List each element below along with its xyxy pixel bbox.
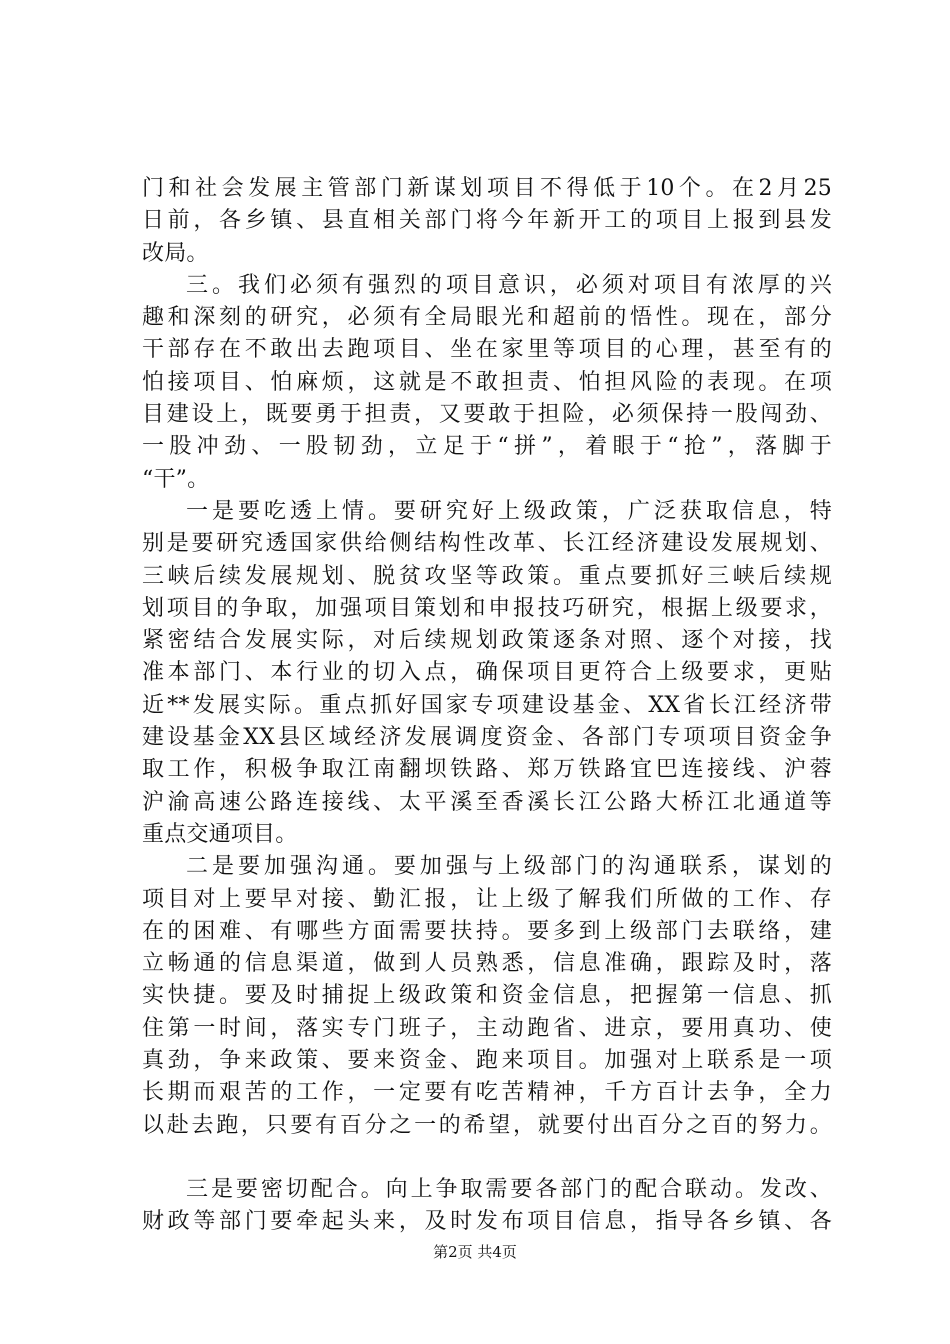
text-line: 长期而艰苦的工作，一定要有吃苦精神，千方百计去争，全力 bbox=[142, 1080, 832, 1106]
text-line: 紧密结合发展实际，对后续规划政策逐条对照、逐个对接，找 bbox=[142, 628, 832, 654]
text-line: 一是要吃透上情。要研究好上级政策，广泛获取信息，特 bbox=[186, 498, 832, 524]
text-line: 门和社会发展主管部门新谋划项目不得低于10个。在2月25 bbox=[142, 176, 832, 201]
text-line: 近**发展实际。重点抓好国家专项建设基金、XX省长江经济带 bbox=[142, 692, 832, 718]
text-line: 立畅通的信息渠道，做到人员熟悉，信息准确，跟踪及时，落 bbox=[142, 951, 832, 977]
text-line: 取工作，积极争取江南翻坝铁路、郑万铁路宜巴连接线、沪蓉 bbox=[142, 757, 832, 783]
paragraph-gap bbox=[142, 1142, 832, 1174]
text-line: 改局。 bbox=[142, 240, 209, 266]
text-line: 趣和深刻的研究，必须有全局眼光和超前的悟性。现在，部分 bbox=[142, 305, 832, 331]
text-line: 以赴去跑，只要有百分之一的希望，就要付出百分之百的努力。 bbox=[142, 1112, 832, 1138]
page-number: 第2页 共4页 bbox=[433, 1243, 517, 1261]
text-line: 别是要研究透国家供给侧结构性改革、长江经济建设发展规划、 bbox=[142, 531, 832, 557]
text-line: 怕接项目、怕麻烦，这就是不敢担责、怕担风险的表现。在项 bbox=[142, 369, 832, 395]
text-line: 干部存在不敢出去跑项目、坐在家里等项目的心理，甚至有的 bbox=[142, 337, 832, 363]
text-line: “干”。 bbox=[142, 466, 210, 492]
text-line: 在的困难、有哪些方面需要扶持。要多到上级部门去联络，建 bbox=[142, 918, 832, 944]
text-line: 建设基金XX县区域经济发展调度资金、各部门专项项目资金争 bbox=[142, 725, 832, 751]
text-line: 准本部门、本行业的切入点，确保项目更符合上级要求，更贴 bbox=[142, 660, 832, 686]
document-body bbox=[142, 173, 832, 1239]
text-line: 划项目的争取，加强项目策划和申报技巧研究，根据上级要求， bbox=[142, 595, 832, 621]
text-line: 财政等部门要牵起头来，及时发布项目信息，指导各乡镇、各 bbox=[142, 1209, 832, 1235]
text-line: 真劲，争来政策、要来资金、跑来项目。加强对上联系是一项 bbox=[142, 1048, 832, 1074]
text-line: 三峡后续发展规划、脱贫攻坚等政策。重点要抓好三峡后续规 bbox=[142, 563, 832, 589]
text-line: 住第一时间，落实专门班子，主动跑省、进京，要用真功、使 bbox=[142, 1015, 832, 1041]
text-line: 实快捷。要及时捕捉上级政策和资金信息，把握第一信息、抓 bbox=[142, 983, 832, 1009]
text-line: 日前，各乡镇、县直相关部门将今年新开工的项目上报到县发 bbox=[142, 208, 832, 234]
text-line: 二是要加强沟通。要加强与上级部门的沟通联系，谋划的 bbox=[186, 854, 832, 880]
text-line: 目建设上，既要勇于担责，又要敢于担险，必须保持一股闯劲、 bbox=[142, 402, 832, 428]
text-line: 沪渝高速公路连接线、太平溪至香溪长江公路大桥江北通道等 bbox=[142, 789, 832, 815]
text-line: 重点交通项目。 bbox=[142, 821, 298, 847]
text-line: 一股冲劲、一股韧劲，立足于“拼”，着眼于“抢”，落脚于 bbox=[142, 434, 832, 460]
text-line: 三。我们必须有强烈的项目意识，必须对项目有浓厚的兴 bbox=[186, 272, 832, 298]
text-line: 项目对上要早对接、勤汇报，让上级了解我们所做的工作、存 bbox=[142, 886, 832, 912]
text-line: 三是要密切配合。向上争取需要各部门的配合联动。发改、 bbox=[186, 1176, 832, 1202]
